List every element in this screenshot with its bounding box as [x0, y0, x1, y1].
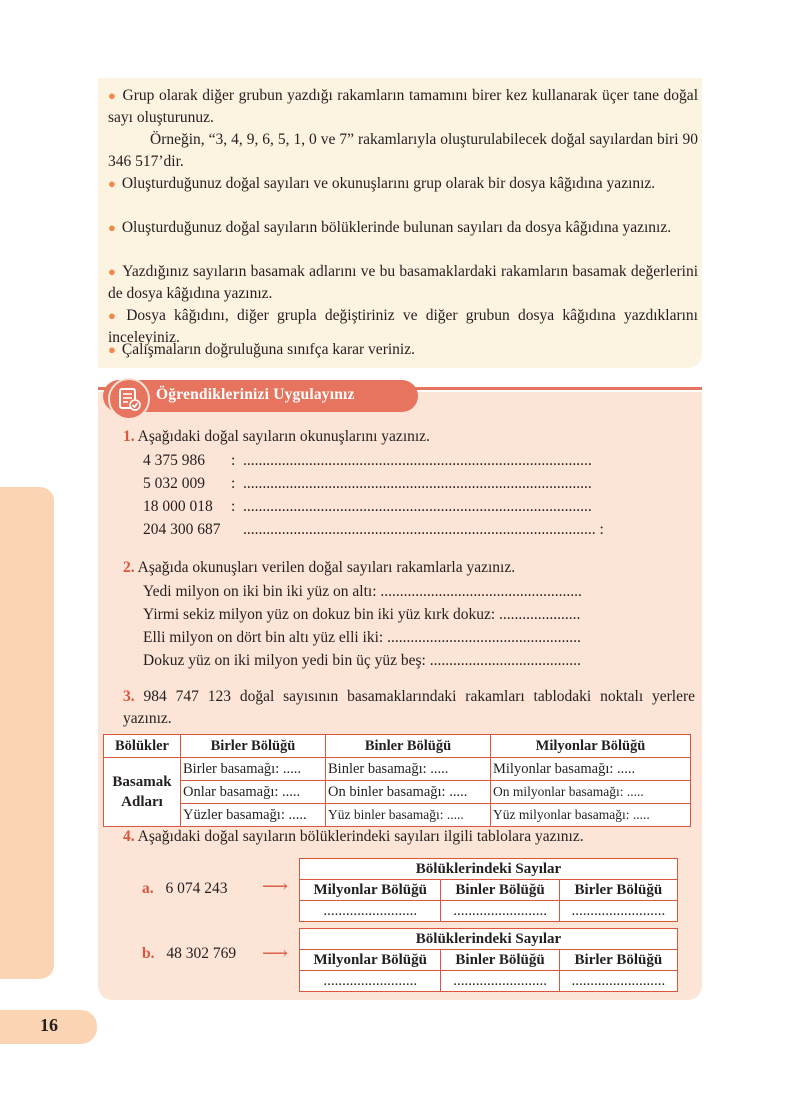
answer-cell[interactable]: ......................... — [300, 971, 441, 992]
table-cell[interactable]: Yüzler basamağı: ..... — [181, 804, 326, 827]
question-4: 4. Aşağıdaki doğal sayıların bölüklerindeki sayıları ilgili tablolara yazınız. — [123, 828, 584, 845]
bullet-icon: ● — [108, 308, 121, 323]
q1-line-4: 204 300 687 ........................................................................................... : — [143, 521, 604, 538]
side-tab — [0, 487, 54, 979]
checklist-icon — [110, 380, 148, 418]
answer-blank[interactable]: ........................................................................................... : — [243, 521, 604, 538]
table-cell[interactable]: Birler basamağı: ..... — [181, 758, 326, 781]
table-a — [299, 858, 678, 922]
table-cell[interactable]: Yüz milyonlar basamağı: ..... — [491, 804, 691, 827]
bullet-icon: ● — [108, 176, 116, 191]
table-header: Milyonlar Bölüğü — [300, 880, 441, 901]
arrow-right-icon: ⟶ — [262, 943, 288, 963]
table-header: Milyonlar Bölüğü — [300, 950, 441, 971]
answer-cell[interactable]: ......................... — [559, 901, 677, 922]
instruction-item-2: ● Oluşturduğunuz doğal sayıları ve okunuşlarını grup olarak bir dosya kâğıdına yazınız. — [108, 175, 656, 192]
instruction-item-6: ● Çalışmaların doğruluğuna sınıfça karar veriniz. — [108, 341, 415, 358]
answer-cell[interactable]: ......................... — [300, 901, 441, 922]
instruction-item-4: ● Yazdığınız sayıların basamak adlarını ve bu basamaklardaki rakamların basamak değerlerini de dosya kâğıdına yazınız. — [108, 263, 698, 302]
digits-table — [103, 734, 691, 827]
table-cell[interactable]: Yüz binler basamağı: ..... — [326, 804, 491, 827]
instruction-item-3: ● Oluşturduğunuz doğal sayıların bölüklerinde bulunan sayıları da dosya kâğıdına yazınız. — [108, 219, 672, 236]
answer-blank[interactable]: .......................................................................................... — [243, 498, 592, 515]
table-cell[interactable]: Onlar basamağı: ..... — [181, 781, 326, 804]
table-header: Birler Bölüğü — [559, 950, 677, 971]
answer-cell[interactable]: ......................... — [441, 901, 559, 922]
answer-blank[interactable]: .......................................................................................... — [243, 475, 592, 492]
item-b: b. 48 302 769 — [142, 945, 237, 962]
table-cell[interactable]: Binler basamağı: ..... — [326, 758, 491, 781]
bullet-icon: ● — [108, 88, 117, 103]
q1-line-2: 5 032 009 : .......................................................................................... — [143, 475, 592, 492]
answer-blank[interactable]: .......................................................................................... — [243, 452, 592, 469]
table-cell[interactable]: On milyonlar basamağı: ..... — [491, 781, 691, 804]
bullet-icon: ● — [108, 264, 117, 279]
bullet-icon: ● — [108, 220, 116, 235]
question-1: 1. Aşağıdaki doğal sayıların okunuşlarını yazınız. — [123, 428, 430, 445]
table-title: Bölüklerindeki Sayılar — [300, 929, 678, 950]
answer-cell[interactable]: ......................... — [559, 971, 677, 992]
table-cell[interactable]: On binler basamağı: ..... — [326, 781, 491, 804]
table-header: Binler Bölüğü — [441, 950, 559, 971]
instruction-item-5: ● Dosya kâğıdını, diğer grupla değiştiriniz ve diğer grubun dosya kâğıdına yazdıklarını inceleyiniz. — [108, 307, 698, 346]
table-title: Bölüklerindeki Sayılar — [300, 859, 678, 880]
arrow-right-icon: ⟶ — [262, 876, 288, 896]
table-header: Binler Bölüğü — [441, 880, 559, 901]
q2-line-1[interactable]: Yedi milyon on iki bin iki yüz on altı: .................................................... — [143, 583, 582, 600]
table-header: Birler Bölüğü — [181, 735, 326, 758]
table-header: Birler Bölüğü — [559, 880, 677, 901]
table-cell[interactable]: Milyonlar basamağı: ..... — [491, 758, 691, 781]
bullet-icon: ● — [108, 342, 116, 357]
q2-line-3[interactable]: Elli milyon on dört bin altı yüz elli iki: .................................................. — [143, 629, 581, 646]
table-header: Binler Bölüğü — [326, 735, 491, 758]
q1-line-1: 4 375 986 : .......................................................................................... — [143, 452, 592, 469]
instruction-item-1: ● Grup olarak diğer grubun yazdığı rakamların tamamını birer kez kullanarak üçer tane doğal sayı oluşturunuz. — [108, 87, 698, 126]
table-header: Milyonlar Bölüğü — [491, 735, 691, 758]
answer-cell[interactable]: ......................... — [441, 971, 559, 992]
question-3: 3. 984 747 123 doğal sayısının basamaklarındaki rakamları tablodaki noktalı yerlere yazınız. — [123, 688, 696, 727]
page-number: 16 — [40, 1015, 58, 1035]
example-text: Örneğin, “3, 4, 9, 6, 5, 1, 0 ve 7” rakamlarıyla oluşturulabilecek doğal sayılardan biri 90 346 517’dir. — [108, 131, 698, 170]
table-header: Bölükler — [104, 735, 181, 758]
q1-line-3: 18 000 018 : .......................................................................................... — [143, 498, 592, 515]
question-2: 2. Aşağıda okunuşları verilen doğal sayıları rakamlarla yazınız. — [123, 559, 516, 576]
activity-title: Öğrendiklerinizi Uygulayınız — [156, 386, 355, 403]
row-label: Basamak Adları — [104, 758, 181, 827]
q2-line-2[interactable]: Yirmi sekiz milyon yüz on dokuz bin iki yüz kırk dokuz: ..................... — [143, 606, 581, 623]
q2-line-4[interactable]: Dokuz yüz on iki milyon yedi bin üç yüz beş: ....................................... — [143, 652, 581, 669]
table-b — [299, 928, 678, 992]
activity-icon-circle — [108, 378, 150, 420]
item-a: a. 6 074 243 — [142, 880, 228, 897]
